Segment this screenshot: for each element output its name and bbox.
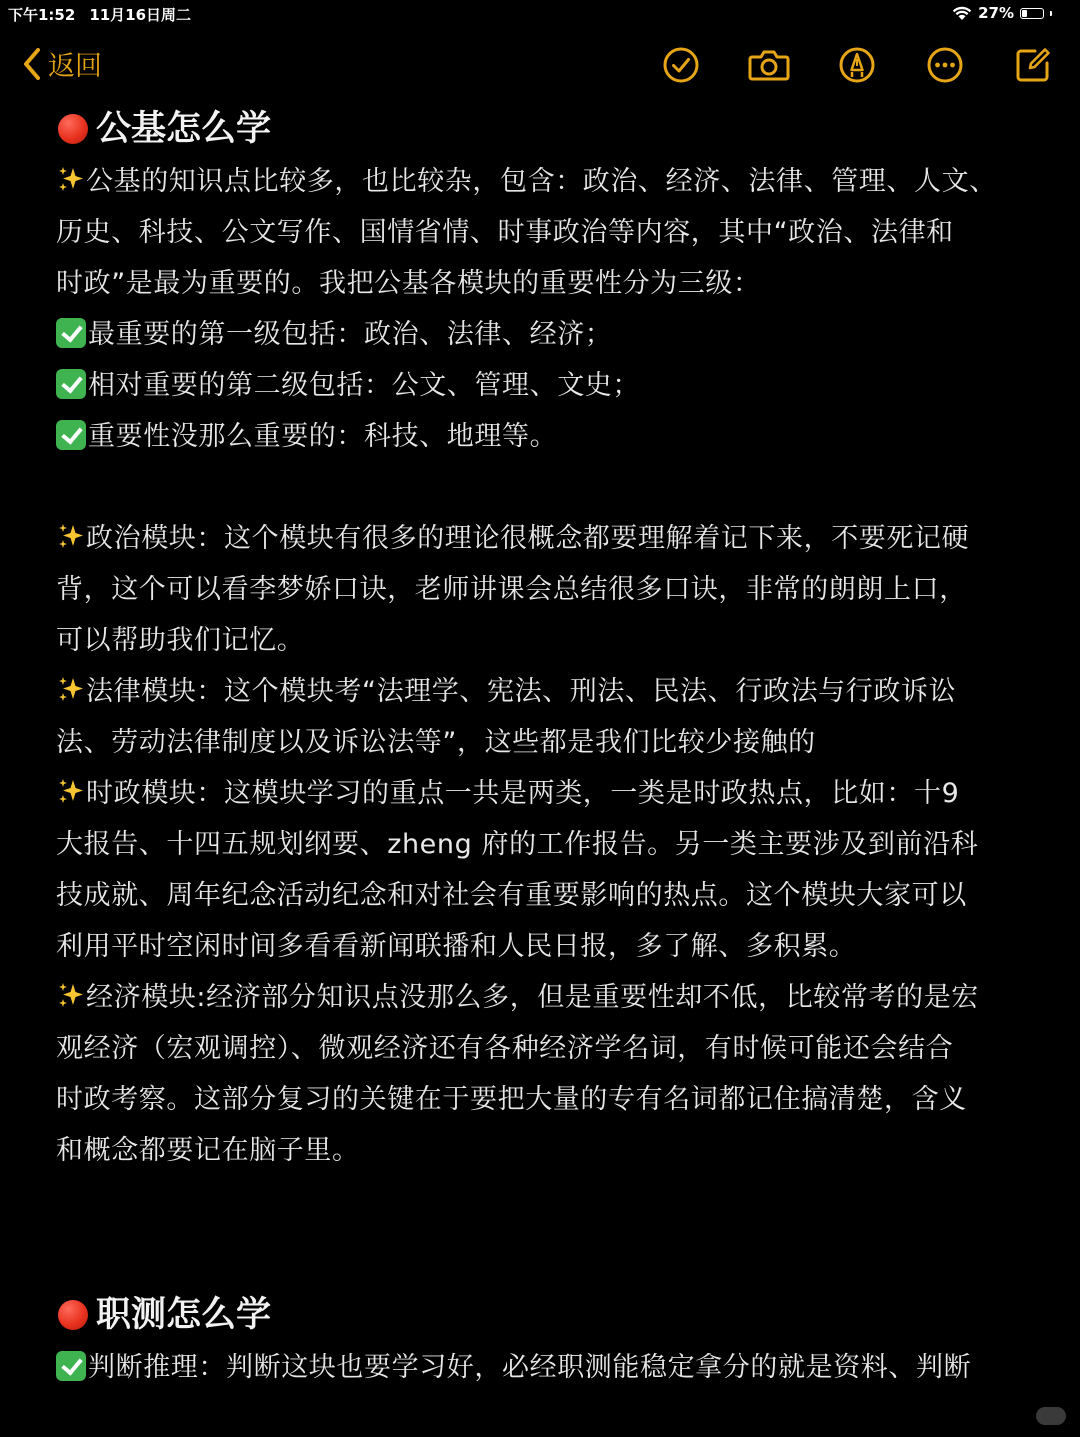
- heading-text: 职测怎么学: [96, 1295, 272, 1335]
- markup-button[interactable]: [834, 42, 880, 88]
- line-text: 技成就、周年纪念活动纪念和对社会有重要影响的热点。这个模块大家可以: [56, 880, 967, 911]
- check-mark-icon: [56, 420, 86, 450]
- toolbar: [658, 42, 1056, 88]
- camera-button[interactable]: [746, 42, 792, 88]
- line-text: 最重要的第一级包括：政治、法律、经济；: [88, 319, 613, 350]
- battery-icon: [1020, 8, 1044, 19]
- nav-bar: [0, 36, 1080, 92]
- status-right: [952, 4, 1052, 22]
- line-text: 法、劳动法律制度以及诉讼法等”，这些都是我们比较少接触的: [56, 727, 816, 758]
- camera-icon: [747, 45, 791, 85]
- note-line: [56, 921, 1036, 972]
- note-line: [56, 666, 1036, 717]
- more-button[interactable]: [922, 42, 968, 88]
- line-text: 法律模块：这个模块考“法理学、宪法、刑法、民法、行政法与行政诉讼: [86, 676, 957, 707]
- checklist-button[interactable]: [658, 42, 704, 88]
- compose-icon: [1013, 45, 1053, 85]
- heading-text: 公基怎么学: [96, 109, 272, 149]
- line-text: 重要性没那么重要的：科技、地理等。: [88, 421, 558, 452]
- status-bar: [0, 0, 1080, 28]
- note-line: [56, 564, 1036, 615]
- sparkles-icon: [56, 980, 86, 1010]
- red-circle-icon: [58, 1300, 88, 1330]
- back-label: 返回: [48, 51, 102, 82]
- line-text: 经济模块:经济部分知识点没那么多，但是重要性却不低，比较常考的是宏: [86, 982, 979, 1013]
- checkmark-circle-icon: [661, 45, 701, 85]
- line-text: 时政”是最为重要的。我把公基各模块的重要性分为三级：: [56, 268, 761, 299]
- battery-tip: [1050, 11, 1052, 16]
- chevron-left-icon: [22, 47, 42, 81]
- note-line: [56, 717, 1036, 768]
- sparkles-icon: [56, 164, 86, 194]
- compose-button[interactable]: [1010, 42, 1056, 88]
- note-line: [56, 207, 1036, 258]
- line-text: 利用平时空闲时间多看看新闻联播和人民日报，多了解、多积累。: [56, 931, 857, 962]
- note-line: [56, 1342, 1036, 1393]
- note-line: [56, 258, 1036, 309]
- line-text: 相对重要的第二级包括：公文、管理、文史；: [88, 370, 640, 401]
- watermark-badge: [1036, 1407, 1066, 1425]
- blank-line: [56, 1176, 1036, 1288]
- note-line: [56, 1074, 1036, 1125]
- status-left: [8, 4, 205, 25]
- line-text: 背，这个可以看李梦娇口诀，老师讲课会总结很多口诀，非常的朗朗上口，: [56, 574, 967, 605]
- note-content[interactable]: [56, 102, 1036, 1393]
- note-line: [56, 870, 1036, 921]
- back-button[interactable]: [22, 44, 102, 83]
- check-mark-icon: [56, 1351, 86, 1381]
- status-time: 下午1:52: [8, 6, 76, 24]
- battery-level-fill: [1022, 10, 1027, 17]
- line-text: 可以帮助我们记忆。: [56, 625, 305, 656]
- line-text: 公基的知识点比较多，也比较杂，包含：政治、经济、法律、管理、人文、: [86, 166, 997, 197]
- note-line: [56, 768, 1036, 819]
- level-item: [56, 360, 1036, 411]
- line-text: 大报告、十四五规划纲要、zheng 府的工作报告。另一类主要涉及到前沿科: [56, 829, 979, 860]
- note-line: [56, 513, 1036, 564]
- line-text: 判断推理：判断这块也要学习好，必经职测能稳定拿分的就是资料、判断: [88, 1352, 972, 1383]
- markup-pen-icon: [837, 45, 877, 85]
- note-line: [56, 1023, 1036, 1074]
- section-heading-gongji: [56, 102, 1036, 156]
- line-text: 时政模块：这模块学习的重点一共是两类，一类是时政热点，比如：十9: [86, 778, 960, 809]
- line-text: 历史、科技、公文写作、国情省情、时事政治等内容，其中“政治、法律和: [56, 217, 954, 248]
- line-text: 观经济（宏观调控）、微观经济还有各种经济学名词，有时候可能还会结合: [56, 1033, 954, 1064]
- check-mark-icon: [56, 369, 86, 399]
- level-item: [56, 411, 1036, 462]
- status-date: 11月16日周二: [89, 6, 192, 24]
- level-item: [56, 309, 1036, 360]
- blank-line: [56, 462, 1036, 513]
- red-circle-icon: [58, 114, 88, 144]
- sparkles-icon: [56, 776, 86, 806]
- note-line: [56, 1125, 1036, 1176]
- battery-percent: 27%: [978, 4, 1014, 22]
- line-text: 和概念都要记在脑子里。: [56, 1135, 360, 1166]
- wifi-icon: [952, 6, 972, 21]
- note-line: [56, 615, 1036, 666]
- check-mark-icon: [56, 318, 86, 348]
- sparkles-icon: [56, 674, 86, 704]
- section-heading-zhice: [56, 1288, 1036, 1342]
- sparkles-icon: [56, 521, 86, 551]
- more-ellipsis-icon: [925, 45, 965, 85]
- note-line: [56, 819, 1036, 870]
- note-line: [56, 972, 1036, 1023]
- line-text: 时政考察。这部分复习的关键在于要把大量的专有名词都记住搞清楚，含义: [56, 1084, 967, 1115]
- note-line: [56, 156, 1036, 207]
- line-text: 政治模块：这个模块有很多的理论很概念都要理解着记下来，不要死记硬: [86, 523, 970, 554]
